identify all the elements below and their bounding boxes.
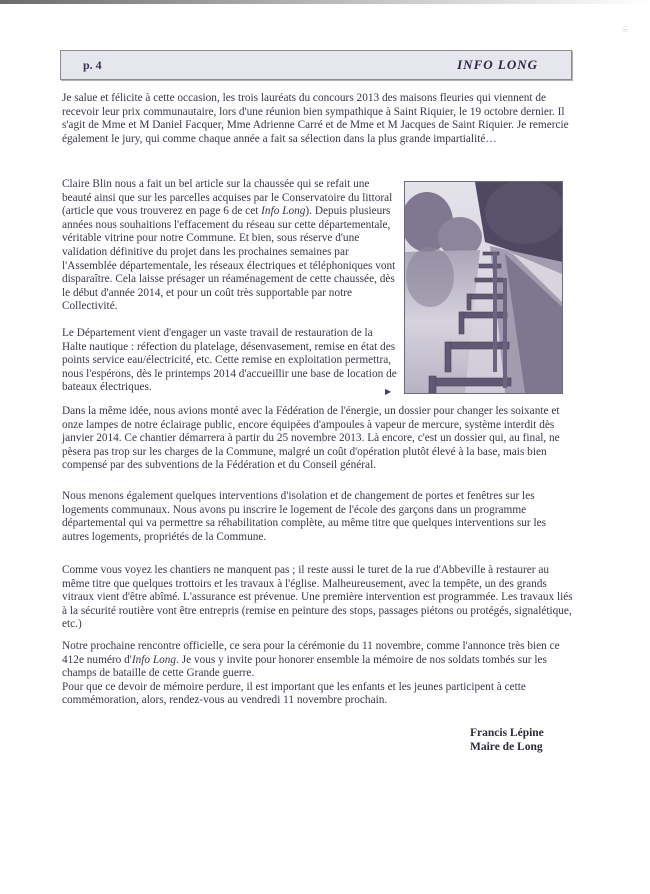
signatory-name: Francis Lépine [470,727,544,739]
paragraph-text: Dans la même idée, nous avions monté avec la Fédération de l'énergie, un dossier pour changer les soixante et onze lampes de notre éclairage public, encore équipées d'ampoules à vapeur de mercure, système interdit dès janvier 2014. Ce chantier démarrera à partir du 25 novembre 2013. Là encore, c'est un dossier qui, au final, ne pèsera pas trop sur les charges de la Commune, malgré un coût d'opération plutôt élevé à la base, mais bien compensé par des subventions de la Fédération et du Conseil général. [62,405,560,472]
continue-arrow-icon: ▶ [385,387,392,396]
scan-edge-shadow [0,0,650,4]
paragraph-text: Nous menons également quelques interventions d'isolation et de changement de portes et fenêtres sur les logements communaux. Nous avons pu inscrire le logement de l'école des garçons dans un programme départemental qui va permettre sa réhabilitation complète, au même titre que quelques interventions sur les autres logements, propriétés de la Commune. [62,490,547,543]
paragraph-logements [62,490,574,544]
page-header-bar [60,50,572,80]
info-long-reference: Info Long [131,653,177,666]
paragraph-laureats [62,92,574,146]
page-corner-mark: ಽ [622,22,628,35]
signature-block [470,726,544,754]
halte-nautique-photo [404,181,563,394]
paragraph-chantiers [62,564,574,632]
paragraph-eclairage-public [62,405,574,473]
paragraph-text: Claire Blin nous a fait un bel article sur la chaussée qui se refait une beauté ainsi que sur les parcelles acquises par le Conservatoire du littoral (article que vous trouverez en page 6 de cet [62,178,393,218]
paragraph-halte-nautique [62,327,398,395]
page-number: p. 4 [83,58,102,72]
publication-title: INFO LONG [457,57,538,72]
signatory-title: Maire de Long [470,741,543,753]
paragraph-text: Notre prochaine rencontre officielle, ce sera pour la cérémonie du 11 novembre, comme l'annonce très bien ce 412e numéro d' [62,640,560,666]
canal-photo-illustration [405,182,562,393]
paragraph-text: Je salue et félicite à cette occasion, les trois lauréats du concours 2013 des maisons fleuries qui viennent de recevoir leur prix communautaire, lors d'une réunion bien sympathique à Saint Riquier, le 19 octobre dernier. Il s'agit de Mme et M Daniel Facquer, Mme Adrienne Carré et de Mme et M Jacques de Saint Riquier. Je remercie également le jury, qui comme chaque année a fait sa sélection dans la plus grande impartialité… [62,92,569,145]
paragraph-text: . Je vous y invite pour honorer ensemble la mémoire de nos soldats tombés sur les champs de bataille de cette Grande guerre. [62,653,547,680]
paragraph-text: Pour que ce devoir de mémoire perdure, il est important que les enfants et les jeunes participent à cette commémoration, alors, rendez-vous au vendredi 11 novembre prochain. [62,680,526,707]
paragraph-chaussee [62,178,398,314]
paragraph-text: ). Depuis plusieurs années nous souhaitions l'effacement du réseau sur cette départementale, véritable vitrine pour notre Commune. Et bien, sous réserve d'une validation définitive du projet dans les prochaines semaines par l'Assemblée départementale, les réseaux électriques et téléphoniques vont disparaître. Cela laisse présager un réaménagement de cette chaussée, dès le début d'année 2014, et pour un coût très supportable par notre Collectivité. [62,205,396,313]
info-long-reference: Info Long [261,205,306,218]
paragraph-ceremonie [62,640,574,708]
paragraph-text: Comme vous voyez les chantiers ne manquent pas ; il reste aussi le turet de la rue d'Abbeville à restaurer au même titre que quelques trottoirs et les travaux à l'église. Malheureusement, avec la tempête, un des grands vitraux vient d'être abîmé. L'assurance est prévenue. Une première intervention est programmée. Les travaux liés à la sécurité routière vont être entrepris (remise en peinture des stops, passages piétons ou protégés, signalétique, etc.) [62,564,573,631]
paragraph-text: Le Département vient d'engager un vaste travail de restauration de la Halte nautique : réfection du platelage, désenvasement, remise en état des points service eau/électricité, etc. Cette remise en exploitation permettra, nous l'espérons, dès le printemps 2014 d'accueillir une base de location de bateaux électriques. [62,327,397,394]
